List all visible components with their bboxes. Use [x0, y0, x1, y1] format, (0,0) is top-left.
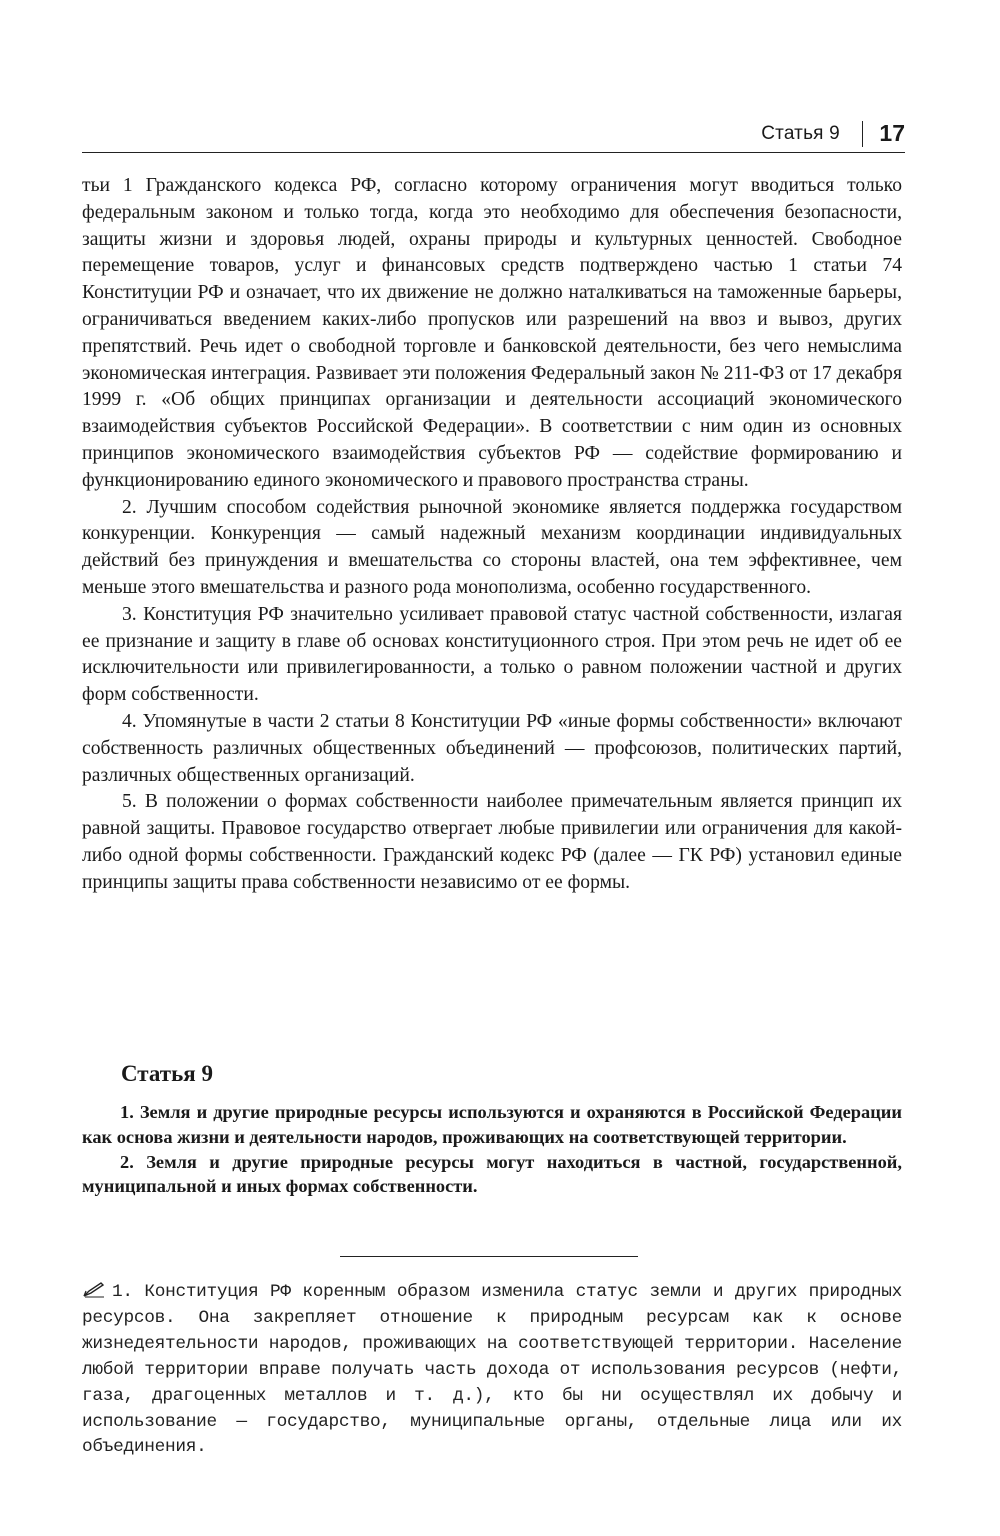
divider-rule: [340, 1256, 638, 1257]
commentary-text: [82, 1280, 902, 1461]
pen-icon: [82, 1282, 106, 1298]
article-heading: Статья 9: [121, 1061, 213, 1086]
constitution-text: [82, 1100, 902, 1199]
running-header: [82, 118, 905, 153]
paragraph: 4. Упомянутые в части 2 статьи 8 Конституции РФ «иные формы собственности» включают собственность различных общественных объединений — профсоюзов, политических партий, различных общественных организаций.: [82, 710, 902, 786]
header-separator: [862, 121, 864, 147]
paragraph: тьи 1 Гражданского кодекса РФ, согласно которому ограничения могут вводиться только федеральным законом и только тогда, когда это необходимо для обеспечения безопасности, защиты жизни и здоровья людей, охраны природы и культурных ценностей. Свободное перемещение товаров, услуг и финансовых средств подтверждено частью 1 статьи 74 Конституции РФ и означает, что их движение не должно наталкиваться на таможенные барьеры, ограничиваться введением каких-либо пропусков или разрешений на ввоз и вывоз, других препятствий. Речь идет о свободной торговле и банковской деятельности, без чего немыслима экономическая интеграция. Развивает эти положения Федеральный закон № 211-ФЗ от 17 декабря 1999 г. «Об общих принципах организации и деятельности ассоциаций экономического взаимодействия субъектов Российской Федерации». В соответствии с ним один из основных принципов экономического взаимодействия субъектов РФ — содействие формированию и функционированию единого экономического и правового пространства страны.: [82, 175, 902, 491]
commentary-paragraph: [82, 1280, 902, 1461]
body-text: [82, 173, 902, 897]
paragraph: 3. Конституция РФ значительно усиливает правовой статус частной собственности, излагая ее признание и защиту в главе об основах конституционного строя. При этом речь не идет об ее исключительности или привилегированности, а только о равном положении частной и других форм собственности.: [82, 603, 902, 706]
header-right: [761, 120, 905, 147]
header-title: Статья 9: [761, 122, 840, 144]
provision: 1. Земля и другие природные ресурсы используются и охраняются в Российской Федерации как основа жизни и деятельности народов, проживающих на соответствующей территории.: [82, 1102, 902, 1147]
page-number: 17: [879, 120, 905, 146]
paragraph: 2. Лучшим способом содействия рыночной экономике является поддержка государством конкуренции. Конкуренция — самый надежный механизм координации индивидуальных действий без принуждения и вмешательства со стороны властей, она тем эффективнее, чем меньше этого вмешательства и разного рода монополизма, особенно государственного.: [82, 496, 902, 598]
paragraph: 5. В положении о формах собственности наиболее примечательным является принцип их равной защиты. Правовое государство отвергает любые привилегии или ограничения для какой-либо одной формы собственности. Гражданский кодекс РФ (далее — ГК РФ) установил единые принципы защиты права собственности независимо от ее формы.: [82, 791, 902, 893]
provision: 2. Земля и другие природные ресурсы могут находиться в частной, государственной, муниципальной и иных формах собственности.: [82, 1151, 902, 1197]
commentary-paragraph-text: 1. Конституция РФ коренным образом изменила статус земли и других природных ресурсов. Она закрепляет отношение к природным ресурсам как к основе жизнедеятельности народов, проживающих на соответствующей территории. Население любой территории вправе получать часть дохода от использования ресурсов (нефти, газа, драгоценных металлов и т. д.), кто бы ни осуществлял их добычу и использование — государство, муниципальные органы, отдельные лица или их объединения.: [82, 1282, 902, 1458]
